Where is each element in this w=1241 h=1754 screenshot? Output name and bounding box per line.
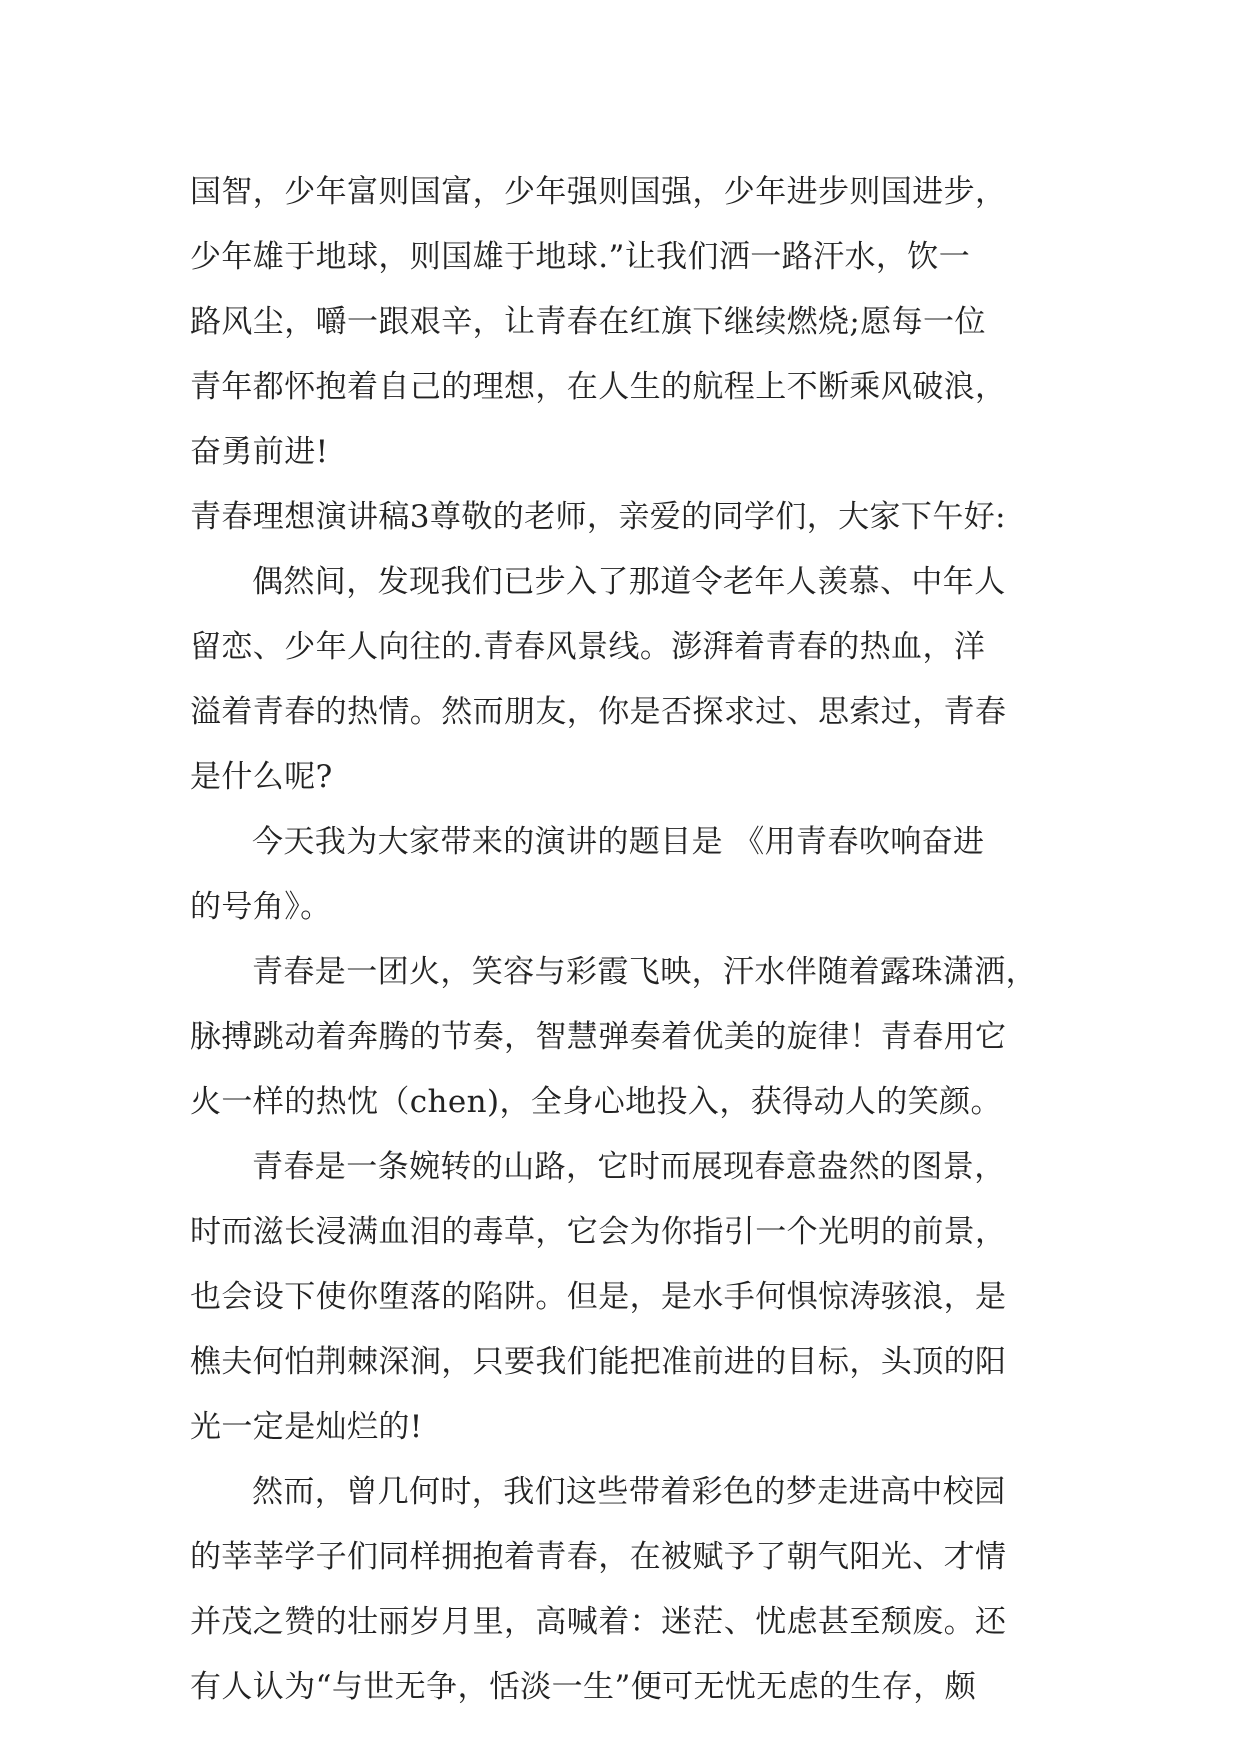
text-line: 偶然间，发现我们已步入了那道令老年人羡慕、中年人: [252, 564, 1006, 600]
text-line: 青年都怀抱着自己的理想，在人生的航程上不断乘风破浪，: [190, 369, 1007, 405]
text-line: 也会设下使你堕落的陷阱。但是，是水手何惧惊涛骇浪，是: [190, 1279, 1007, 1315]
text-line: 溢着青春的热情。然而朋友，你是否探求过、思索过，青春: [190, 694, 1007, 730]
text-line: 然而，曾几何时，我们这些带着彩色的梦走进高中校园: [252, 1474, 1006, 1510]
document-body: [190, 160, 1070, 1720]
text-line: 樵夫何怕荆棘深涧，只要我们能把准前进的目标，头顶的阳: [190, 1344, 1007, 1380]
text-line: 时而滋长浸满血泪的毒草，它会为你指引一个光明的前景，: [190, 1214, 1007, 1250]
text-line: 脉搏跳动着奔腾的节奏，智慧弹奏着优美的旋律！青春用它: [190, 1019, 1007, 1055]
text-line: 的莘莘学子们同样拥抱着青春，在被赋予了朝气阳光、才情: [190, 1539, 1007, 1575]
text-line: 青春是一条婉转的山路，它时而展现春意盎然的图景，: [252, 1149, 1006, 1185]
text-line: 少年雄于地球，则国雄于地球.”让我们洒一路汗水，饮一: [190, 239, 971, 275]
text-line: 留恋、少年人向往的.青春风景线。澎湃着青春的热血，洋: [190, 629, 986, 665]
text-line: 奋勇前进!: [190, 434, 329, 470]
text-line: 路风尘，嚼一跟艰辛，让青春在红旗下继续燃烧;愿每一位: [190, 304, 986, 340]
text-line: 有人认为“与世无争，恬淡一生”便可无忧无虑的生存，颇: [190, 1669, 977, 1705]
text-line: 今天我为大家带来的演讲的题目是 《用青春吹响奋进: [252, 824, 985, 860]
text-line: 是什么呢?: [190, 759, 333, 795]
text-line: 的号角》。: [190, 889, 332, 925]
text-line: 火一样的热忱（chen)，全身心地投入，获得动人的笑颜。: [190, 1084, 1002, 1120]
text-line: 国智，少年富则国富，少年强则国强，少年进步则国进步，: [190, 174, 1007, 210]
text-line: 青春理想演讲稿3尊敬的老师，亲爱的同学们，大家下午好:: [190, 499, 1006, 535]
text-line: 光一定是灿烂的!: [190, 1409, 423, 1445]
text-line: 并茂之赞的壮丽岁月里，高喊着：迷茫、忧虑甚至颓废。还: [190, 1604, 1007, 1640]
text-line: 青春是一团火，笑容与彩霞飞映，汗水伴随着露珠潇洒，: [252, 954, 1037, 990]
